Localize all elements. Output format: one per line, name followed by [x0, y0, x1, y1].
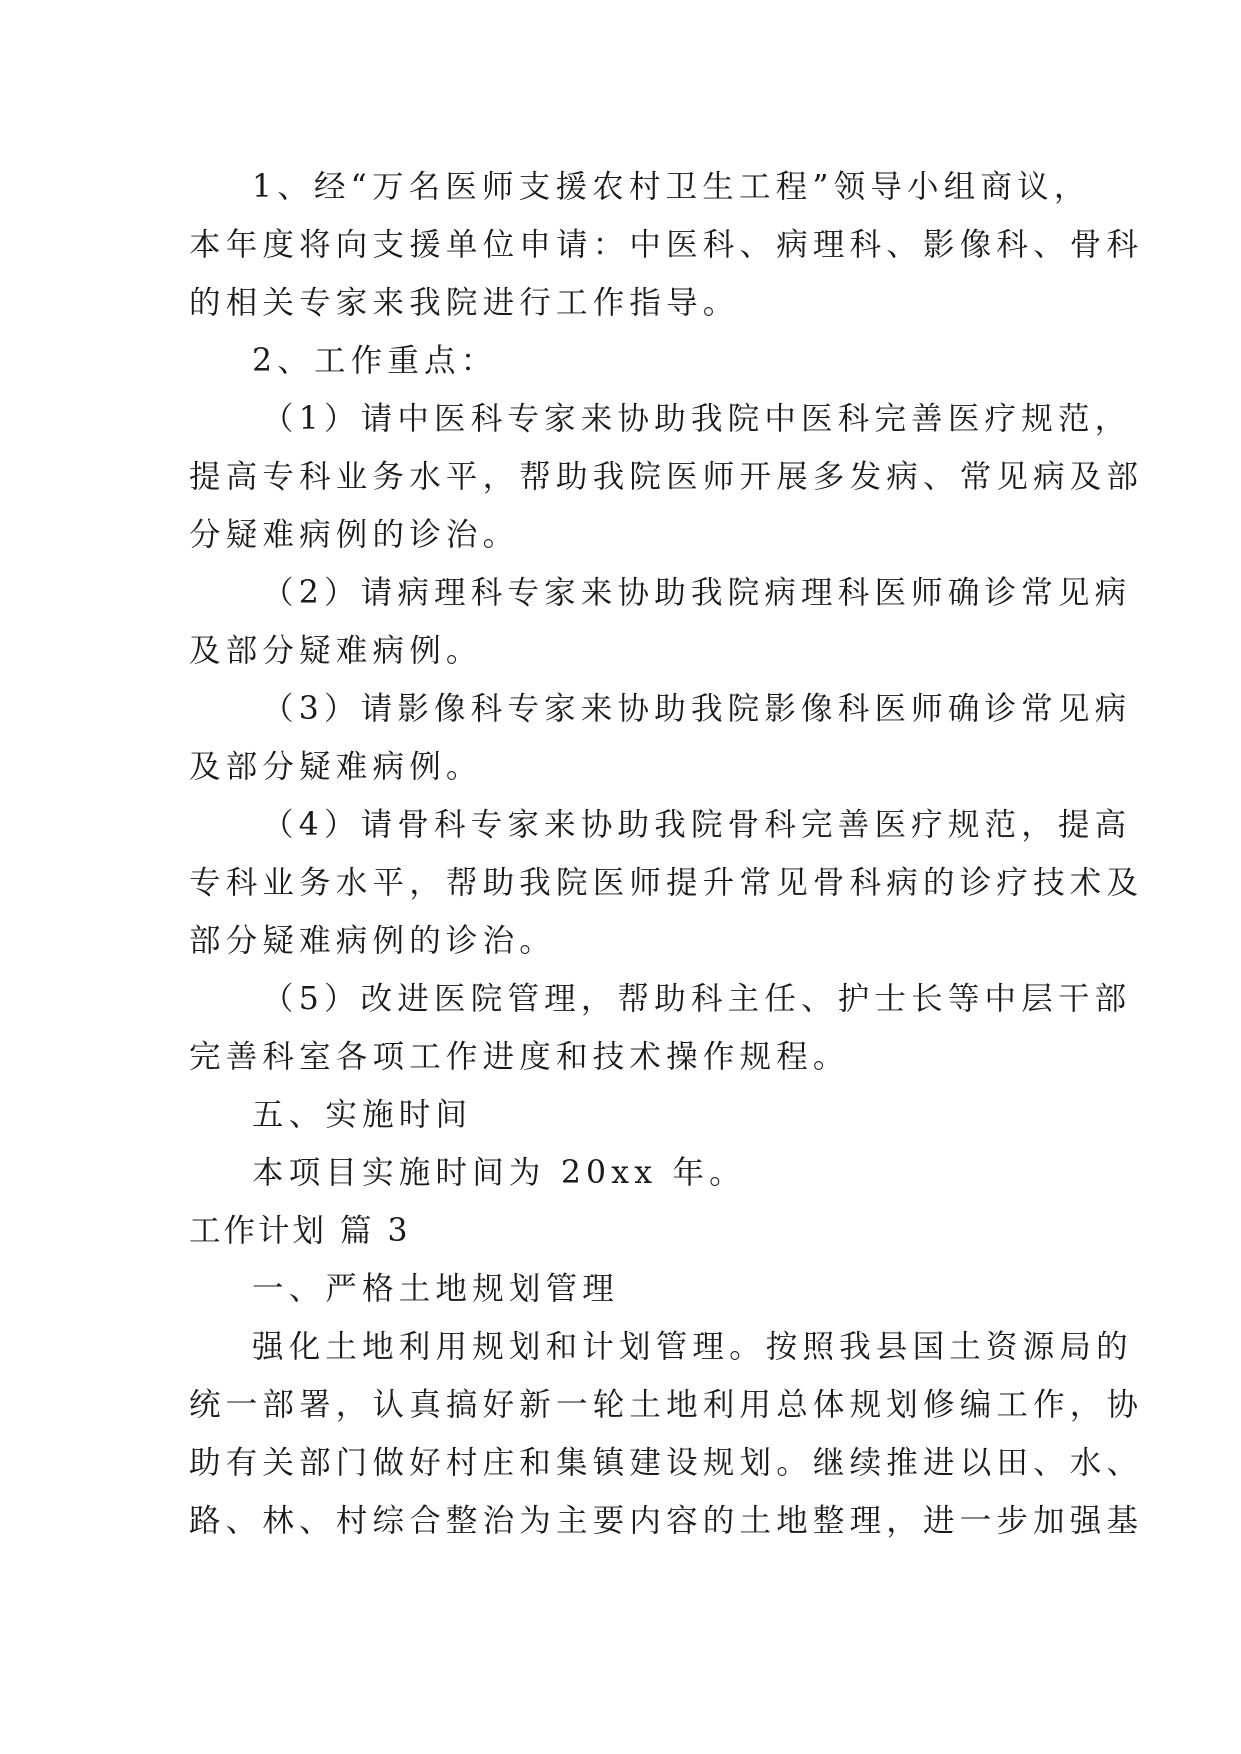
paragraph-line: （2）请病理科专家来协助我院病理科医师确诊常见病 [262, 575, 1132, 611]
paragraph-line: 路、林、村综合整治为主要内容的土地整理，进一步加强基 [189, 1503, 1144, 1539]
paragraph-line: 及部分疑难病例。 [189, 749, 483, 785]
paragraph-line: 本项目实施时间为 20xx 年。 [252, 1155, 746, 1191]
paragraph-line: 部分疑难病例的诊治。 [189, 923, 557, 959]
paragraph-line: 强化土地利用规划和计划管理。按照我县国土资源局的 [252, 1329, 1133, 1365]
paragraph-line: （3）请影像科专家来协助我院影像科医师确诊常见病 [262, 691, 1132, 727]
paragraph-line: 完善科室各项工作进度和技术操作规程。 [189, 1039, 850, 1075]
paragraph-line: 及部分疑难病例。 [189, 633, 483, 669]
paragraph-line: （1）请中医科专家来协助我院中医科完善医疗规范， [262, 401, 1132, 437]
article-heading: 工作计划 篇 3 [189, 1213, 411, 1249]
paragraph-line: 统一部署，认真搞好新一轮土地利用总体规划修编工作，协 [189, 1387, 1144, 1423]
section-heading: 五、实施时间 [252, 1097, 473, 1133]
paragraph-line: 专科业务水平，帮助我院医师提升常见骨科病的诊疗技术及 [189, 865, 1144, 901]
paragraph-line: 提高专科业务水平，帮助我院医师开展多发病、常见病及部 [189, 459, 1144, 495]
paragraph-line: （4）请骨科专家来协助我院骨科完善医疗规范，提高 [262, 807, 1132, 843]
paragraph-line: 助有关部门做好村庄和集镇建设规划。继续推进以田、水、 [189, 1445, 1144, 1481]
paragraph-line: 的相关专家来我院进行工作指导。 [189, 285, 740, 321]
paragraph-line: 分疑难病例的诊治。 [189, 517, 520, 553]
paragraph-line: （5）改进医院管理，帮助科主任、护士长等中层干部 [262, 981, 1132, 1017]
paragraph-line: 2、工作重点： [252, 343, 498, 379]
section-heading: 一、严格土地规划管理 [252, 1271, 620, 1307]
paragraph-line: 本年度将向支援单位申请：中医科、病理科、影像科、骨科 [189, 227, 1144, 263]
paragraph-line: 1、经“万名医师支援农村卫生工程”领导小组商议， [252, 169, 1091, 205]
